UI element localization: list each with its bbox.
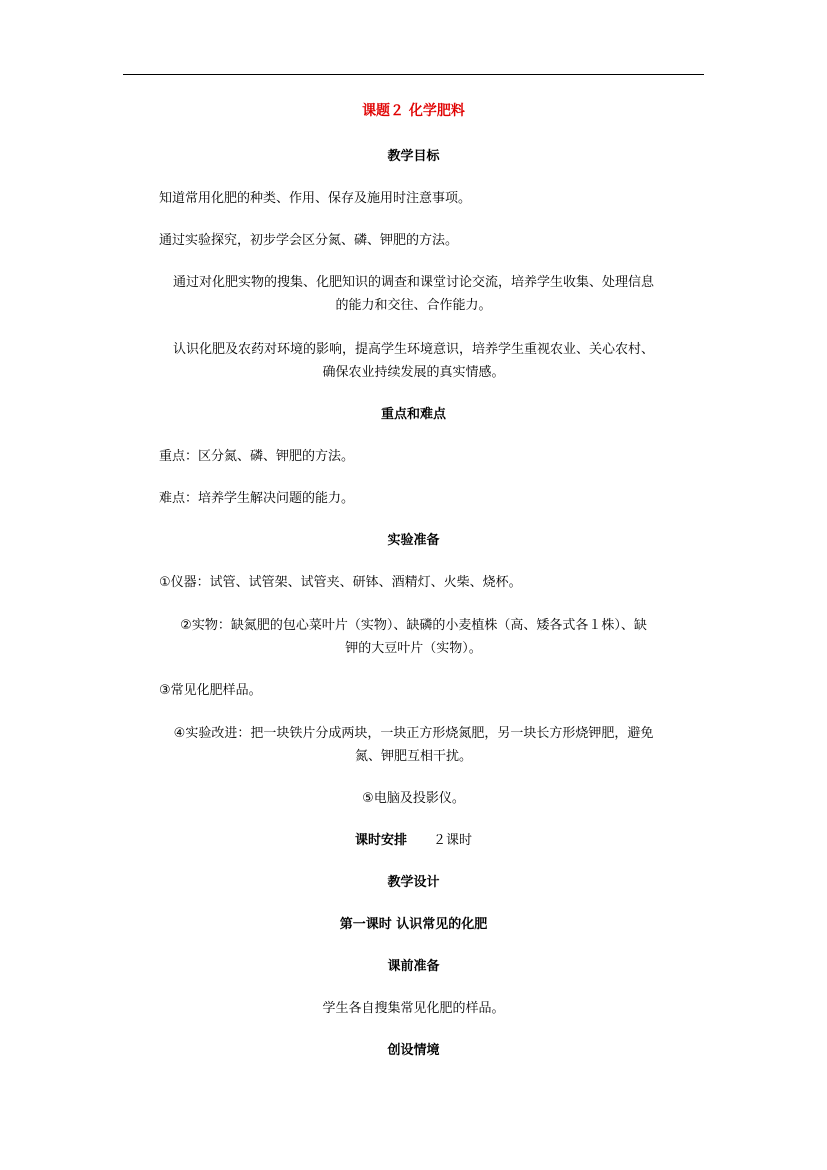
preparation-item-1: ①仪器：试管、试管架、试管夹、研钵、酒精灯、火柴、烧杯。 — [159, 575, 522, 590]
preparation-item-4-line-1: ④实验改进：把一块铁片分成两块，一块正方形烧氮肥，另一块长方形烧钾肥，避免 — [173, 726, 654, 741]
objective-item-3-line-2: 的能力和交往、合作能力。 — [335, 298, 492, 313]
preparation-item-2-line-2: 钾的大豆叶片（实物）。 — [345, 641, 482, 656]
objective-item-2: 通过实验探究，初步学会区分氮、磷、钾肥的方法。 — [159, 233, 459, 248]
objectives-heading: 教学目标 — [387, 149, 440, 164]
difficult-point-item: 难点：培养学生解决问题的能力。 — [159, 491, 355, 506]
pre-class-heading: 课前准备 — [387, 959, 440, 974]
key-point-item: 重点：区分氮、磷、钾肥的方法。 — [159, 449, 355, 464]
objective-item-3-line-1: 通过对化肥实物的搜集、化肥知识的调查和课堂讨论交流，培养学生收集、处理信息 — [172, 275, 654, 290]
lesson-title: 第一课时 认识常见的化肥 — [339, 917, 488, 932]
schedule-row — [123, 829, 704, 852]
header-rule — [123, 74, 704, 75]
scenario-heading: 创设情境 — [387, 1043, 440, 1058]
preparation-item-5: ⑤电脑及投影仪。 — [362, 791, 465, 806]
preparation-item-4-line-2: 氮、钾肥互相干扰。 — [354, 749, 472, 764]
pre-class-text: 学生各自搜集常见化肥的样品。 — [322, 1001, 505, 1016]
objective-item-1: 知道常用化肥的种类、作用、保存及施用时注意事项。 — [159, 191, 472, 206]
page-title: 课题２ 化学肥料 — [362, 103, 465, 119]
preparation-item-2-line-1: ②实物：缺氮肥的包心菜叶片（实物）、缺磷的小麦植株（高、矮各式各１株）、缺 — [180, 618, 647, 633]
preparation-item-3: ③常见化肥样品。 — [159, 683, 262, 698]
schedule-label: 课时安排 — [354, 833, 407, 848]
design-heading: 教学设计 — [387, 875, 440, 890]
objective-item-4-line-1: 认识化肥及农药对环境的影响，提高学生环境意识，培养学生重视农业、关心农村、 — [172, 342, 654, 357]
schedule-value: ２课时 — [433, 833, 473, 848]
objective-item-4-line-2: 确保农业持续发展的真实情感。 — [322, 365, 505, 380]
key-points-heading: 重点和难点 — [380, 407, 446, 422]
preparation-heading: 实验准备 — [387, 533, 440, 548]
